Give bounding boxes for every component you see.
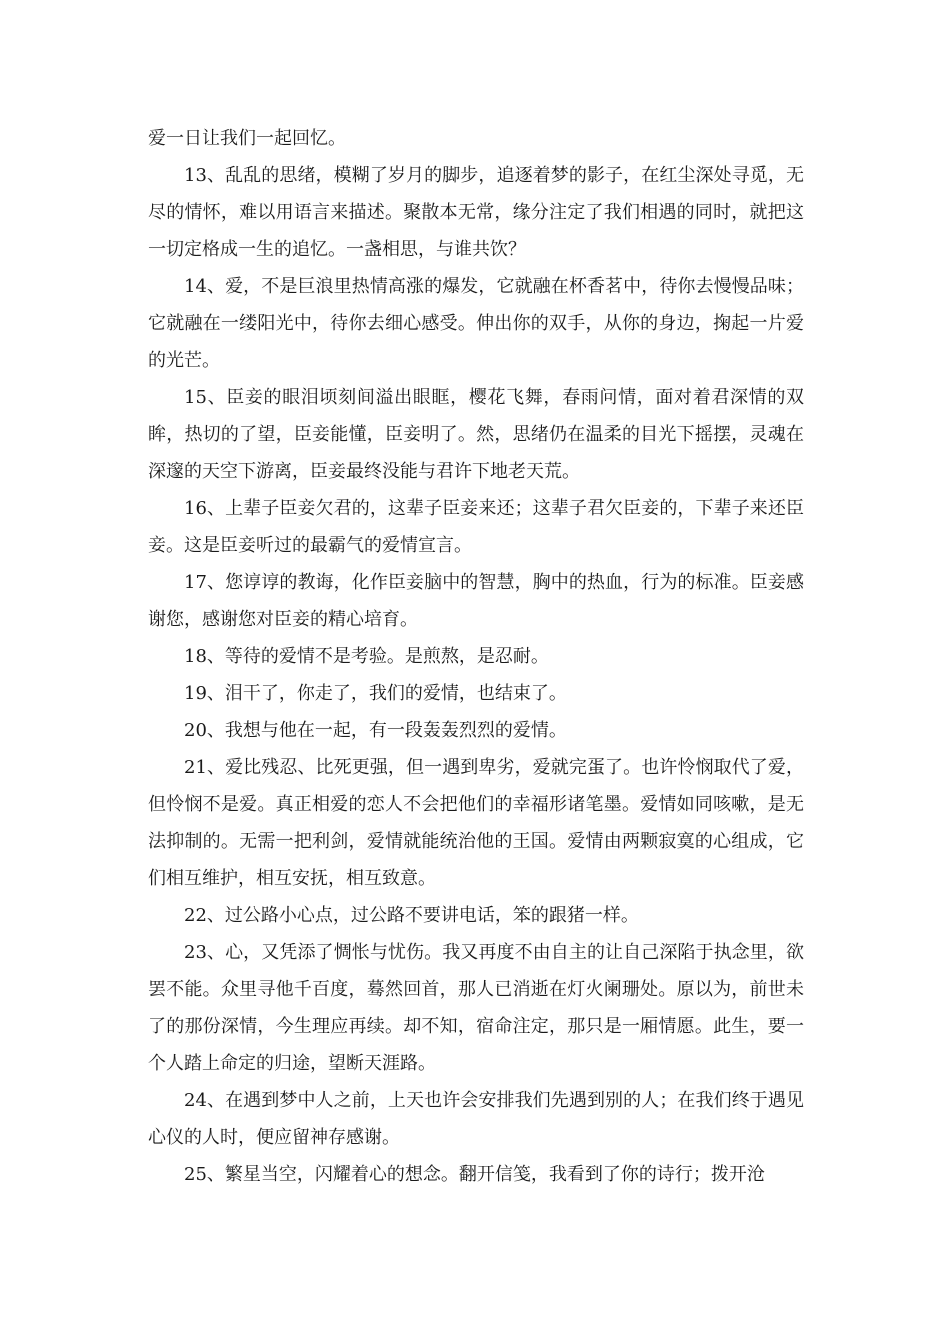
paragraph-15: 15、臣妾的眼泪顷刻间溢出眼眶，樱花飞舞，春雨问情，面对着君深情的双眸，热切的了望，臣妾能懂，臣妾明了。然，思绪仍在温柔的目光下摇摆，灵魂在深邃的天空下游离，臣妾最终没能与君许下地老天荒。 [148,387,804,482]
paragraph-17: 17、您谆谆的教诲，化作臣妾脑中的智慧，胸中的热血，行为的标准。臣妾感谢您，感谢您对臣妾的精心培育。 [148,572,804,630]
paragraph-18: 18、等待的爱情不是考验。是煎熬，是忍耐。 [184,646,549,667]
paragraph-19: 19、泪干了，你走了，我们的爱情，也结束了。 [184,683,567,704]
paragraph-20: 20、我想与他在一起，有一段轰轰烈烈的爱情。 [184,720,567,741]
paragraph-21: 21、爱比残忍、比死更强，但一遇到卑劣，爱就完蛋了。也许怜悯取代了爱，但怜悯不是爱。真正相爱的恋人不会把他们的幸福形诸笔墨。爱情如同咳嗽，是无法抑制的。无需一把利剑，爱情就能统治他的王国。爱情由两颗寂寞的心组成，它们相互维护，相互安抚，相互致意。 [148,757,804,889]
paragraph-16: 16、上辈子臣妾欠君的，这辈子臣妾来还；这辈子君欠臣妾的，下辈子来还臣妾。这是臣妾听过的最霸气的爱情宣言。 [148,498,804,556]
paragraph-23: 23、心，又凭添了惆怅与忧伤。我又再度不由自主的让自己深陷于执念里，欲罢不能。众里寻他千百度，蓦然回首，那人已消逝在灯火阑珊处。原以为，前世未了的那份深情，今生理应再续。却不知，宿命注定，那只是一厢情愿。此生，要一个人踏上命定的归途，望断天涯路。 [148,942,804,1074]
paragraph-continuation: 爱一日让我们一起回忆。 [148,128,346,149]
paragraph-13: 13、乱乱的思绪，模糊了岁月的脚步，追逐着梦的影子，在红尘深处寻觅，无尽的情怀，难以用语言来描述。聚散本无常，缘分注定了我们相遇的同时，就把这一切定格成一生的追忆。一盏相思，与谁共饮？ [148,165,804,260]
paragraph-25: 25、繁星当空，闪耀着心的想念。翻开信笺，我看到了你的诗行；拨开沧 [184,1164,765,1185]
paragraph-24: 24、在遇到梦中人之前，上天也许会安排我们先遇到别的人；在我们终于遇见心仪的人时，便应留神存感谢。 [148,1090,804,1148]
paragraph-22: 22、过公路小心点，过公路不要讲电话，笨的跟猪一样。 [184,905,639,926]
document-body [148,120,804,1193]
paragraph-14: 14、爱，不是巨浪里热情高涨的爆发，它就融在杯香茗中，待你去慢慢品味；它就融在一缕阳光中，待你去细心感受。伸出你的双手，从你的身边，掬起一片爱的光芒。 [148,276,804,371]
